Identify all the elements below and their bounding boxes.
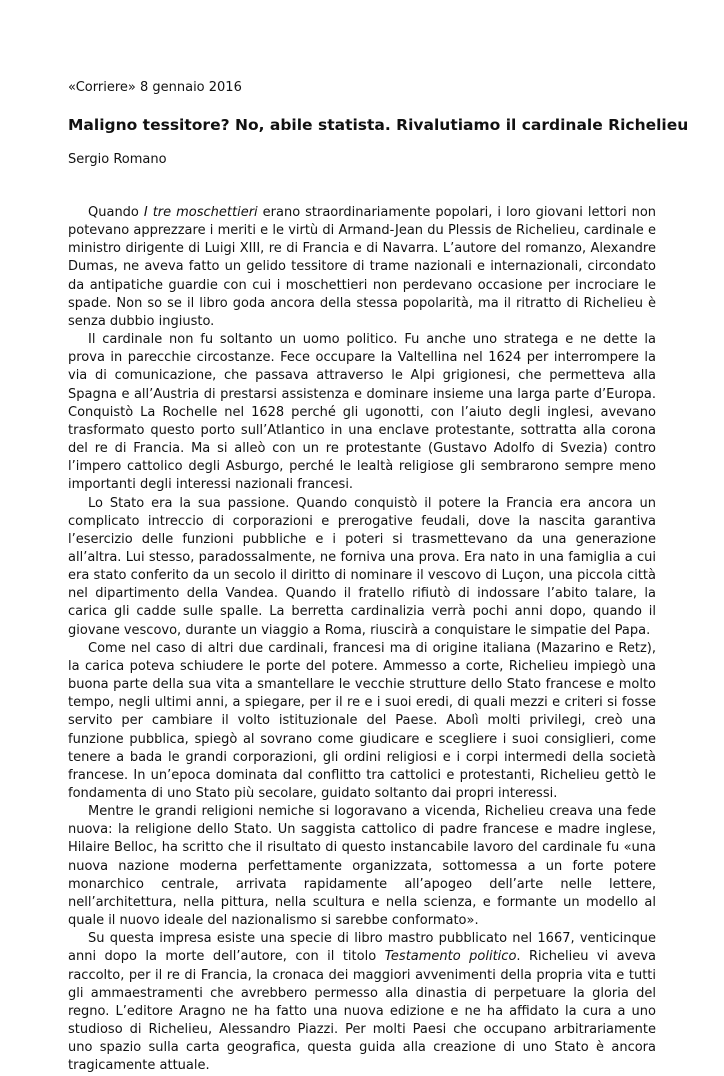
paragraph-3: Lo Stato era la sua passione. Quando conquistò il potere la Francia era ancora un complicato intreccio di corporazioni e prerogative feudali, dove la nascita garantiva l’esercizio delle funzioni pubbliche e i poteri si trasmettevano da una generazione all’altra. Lui stesso, paradossalmente, ne forniva una prova. Era nato in una famiglia a cui era stato conferito da un secolo il diritto di nominare il vescovo di Luçon, una piccola città nel dipartimento della Vandea. Quando il fratello rifiutò di indossare l’abito talare, la carica gli cadde sulle spalle. La berretta cardinalizia verrà pochi anni dopo, quando il giovane vescovo, durante un viaggio a Roma, riuscirà a conquistare le simpatie del Papa. [68, 495, 656, 638]
author-name: Sergio Romano [68, 152, 167, 167]
article-title: Maligno tessitore? No, abile statista. Rivalutiamo il cardinale Richelieu [68, 116, 689, 134]
paragraph-6 [68, 930, 656, 1075]
paragraph-1-text-b: erano straordinariamente popolari, i loro giovani lettori non potevano apprezzare i meriti e le virtù di Armand-Jean du Plessis de Richelieu, cardinale e ministro dirigente di Luigi XIII, re di Francia e di Navarra. L’autore del romanzo, Alexandre Dumas, ne aveva fatto un gelido tessitore di trame nazionali e internazionali, circondato da antipatiche guardie con cui i moschettieri non perdevano occasione per incrociare le spade. Non so se il libro goda ancora della stessa popolarità, ma il ritratto di Richelieu è senza dubbio ingiusto. [68, 205, 657, 329]
source-line: «Corriere» 8 gennaio 2016 [68, 80, 242, 95]
paragraph-6-text-a: Su questa impresa esiste una specie di libro mastro pubblicato nel 1667, venticinque anni dopo la morte dell’autore, con il titolo [68, 931, 656, 965]
paragraph-5: Mentre le grandi religioni nemiche si logoravano a vicenda, Richelieu creava una fede nuova: la religione dello Stato. Un saggista cattolico di padre francese e madre inglese, Hilaire Belloc, ha scritto che il risultato di questo instancabile lavoro del cardinale fu «una nuova nazione moderna perfettamente organizzata, sottomessa a un forte potere monarchico centrale, arrivata rapidamente all’apogeo dell’arte nelle lettere, nell’architettura, nella pittura, nella scultura e nella scienza, e formante un modello al quale il nuovo ideale del nazionalismo si sarebbe conformato». [68, 804, 656, 929]
paragraph-4: Come nel caso di altri due cardinali, francesi ma di origine italiana (Mazarino e Retz), la carica poteva schiudere le porte del potere. Ammesso a corte, Richelieu impiegò una buona parte della sua vita a smantellare le vecchie strutture dello Stato francese e molto tempo, negli ultimi anni, a spiegare, per il re e i suoi eredi, di quali mezzi e criteri si fosse servito per cambiare il volto istituzionale del Paese. Abolì molti privilegi, creò una funzione pubblica, spiegò al sovrano come giudicare e scegliere i suoi consiglieri, come tenere a bada le grandi corporazioni, gli ordini religiosi e i corpi intermedi della società francese. In un’epoca dominata dal conflitto tra cattolici e protestanti, Richelieu gettò le fondamenta di uno Stato più secolare, guidato soltanto dai propri interessi. [68, 640, 656, 801]
testament-title-emphasis: Testamento politico [384, 949, 517, 965]
paragraph-1 [68, 204, 656, 331]
paragraph-6-text-b: . Richelieu vi aveva raccolto, per il re di Francia, la cronaca dei maggiori avvenimenti della propria vita e tutti gli ammaestramenti che avrebbero permesso alla dinastia di perpetuare la gloria del regno. L’editore Aragno ne ha fatto una nuova edizione e ne ha affidato la cura a uno studioso di Richelieu, Alessandro Piazzi. Per molti Paesi che occupano arbitrariamente uno spazio sulla carta geografica, questa guida alla creazione di uno Stato è ancora tragicamente attuale. [68, 949, 656, 1074]
paragraph-1-text-a: Quando [88, 205, 144, 220]
book-title-emphasis: I tre moschettieri [143, 205, 258, 220]
article-body [68, 204, 656, 1076]
paragraph-2: Il cardinale non fu soltanto un uomo politico. Fu anche uno stratega e ne dette la prova in parecchie circostanze. Fece occupare la Valtellina nel 1624 per interrompere la via di comunicazione, che passava attraverso le Alpi grigionesi, che permetteva alla Spagna e all’Austria di prestarsi assistenza e dominare insieme una larga parte d’Europa. Conquistò La Rochelle nel 1628 perché gli ugonotti, con l’aiuto degli inglesi, avevano trasformato questo porto sull’Atlantico in una enclave protestante, sottratta alla corona del re di Francia. Ma si alleò con un re protestante (Gustavo Adolfo di Svezia) contro l’impero cattolico degli Asburgo, perché le lealtà religiose gli sembrarono sempre meno importanti degli interessi nazionali francesi. [68, 332, 656, 493]
